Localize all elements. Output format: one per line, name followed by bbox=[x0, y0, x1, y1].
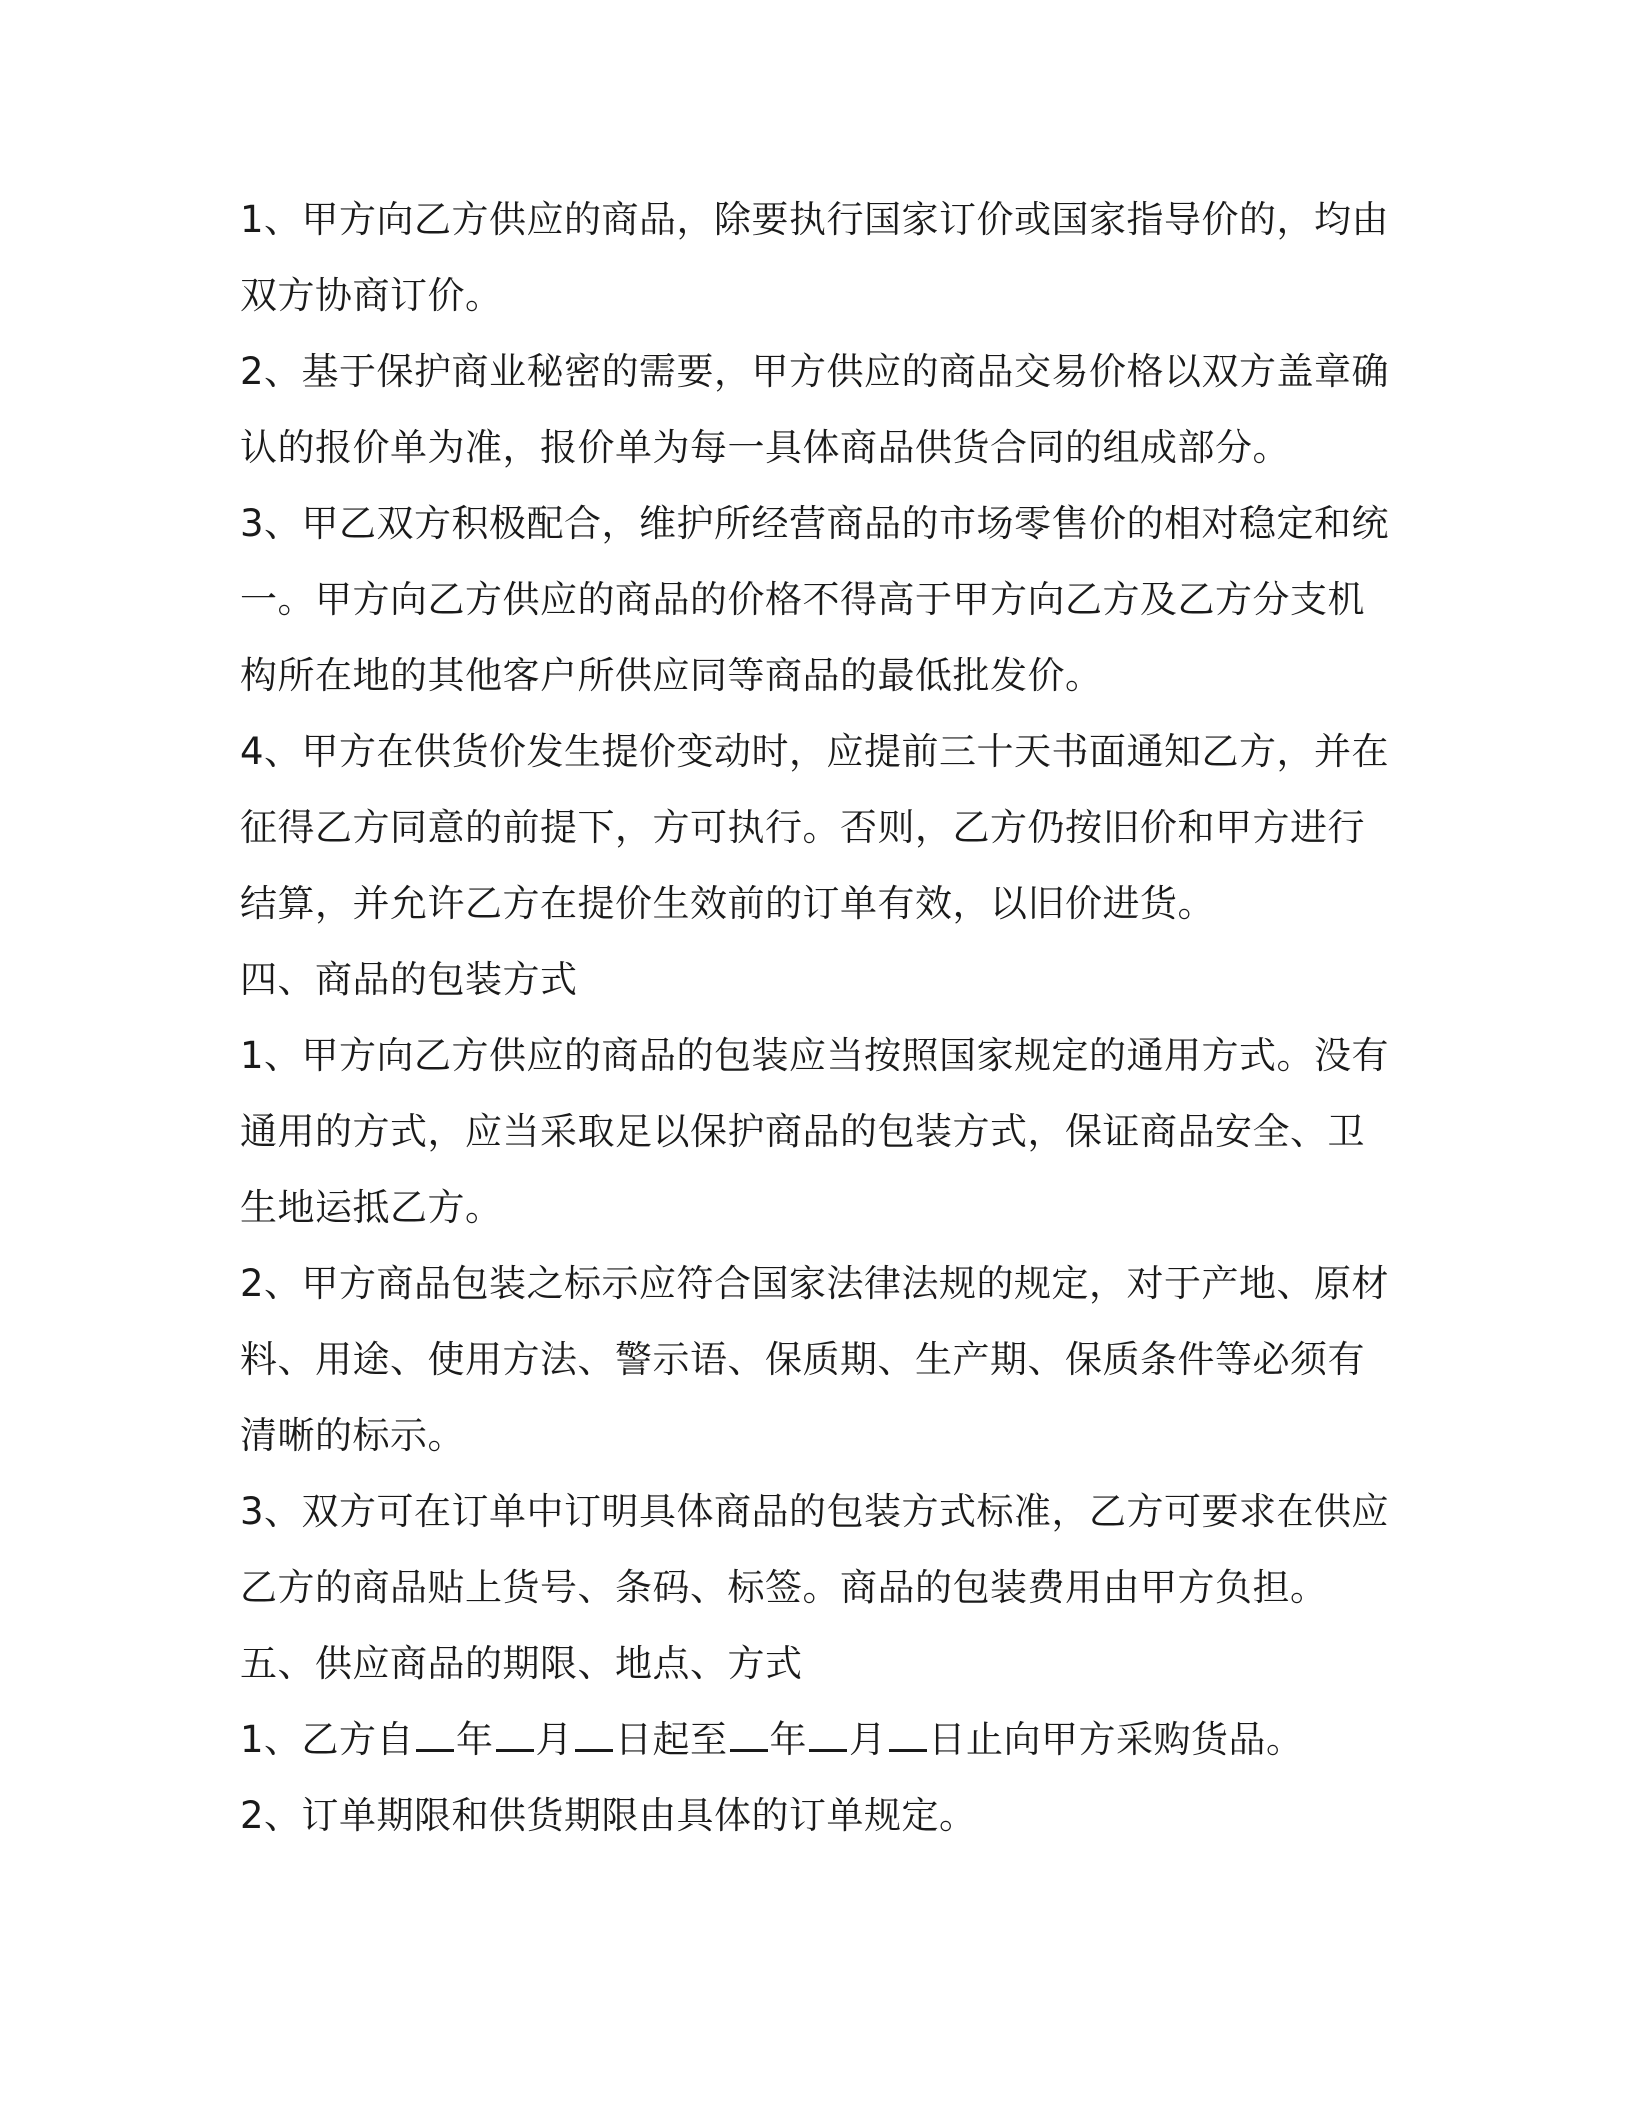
text-line: 一。甲方向乙方供应的商品的价格不得高于甲方向乙方及乙方分支机 bbox=[240, 578, 1365, 621]
section-heading: 四、商品的包装方式 bbox=[240, 958, 578, 1001]
year-label: 年 bbox=[769, 1718, 808, 1761]
text-line: 乙方的商品贴上货号、条码、标签。商品的包装费用由甲方负担。 bbox=[240, 1566, 1328, 1609]
text-line: 1、甲方向乙方供应的商品，除要执行国家订价或国家指导价的，均由 bbox=[240, 198, 1390, 241]
year-label: 年 bbox=[456, 1718, 494, 1761]
blank-field bbox=[416, 1719, 454, 1752]
purchase-period-line bbox=[240, 1718, 1400, 1762]
text-line: 结算，并允许乙方在提价生效前的订单有效，以旧价进货。 bbox=[240, 882, 1215, 925]
purchase-period-prefix: 1、乙方自 bbox=[240, 1718, 415, 1761]
text-line: 构所在地的其他客户所供应同等商品的最低批发价。 bbox=[240, 654, 1103, 697]
month-label: 月 bbox=[849, 1718, 887, 1761]
blank-field bbox=[730, 1719, 768, 1752]
day-to-label: 日止向甲方采购货品。 bbox=[928, 1718, 1304, 1761]
section-heading: 五、供应商品的期限、地点、方式 bbox=[240, 1642, 803, 1685]
text-line: 双方协商订价。 bbox=[240, 274, 503, 317]
text-line: 通用的方式，应当采取足以保护商品的包装方式，保证商品安全、卫 bbox=[240, 1110, 1365, 1153]
blank-field bbox=[496, 1719, 534, 1752]
text-line: 2、基于保护商业秘密的需要，甲方供应的商品交易价格以双方盖章确 bbox=[240, 350, 1390, 393]
blank-field bbox=[809, 1719, 847, 1752]
text-line: 料、用途、使用方法、警示语、保质期、生产期、保质条件等必须有 bbox=[240, 1338, 1365, 1381]
text-line: 3、甲乙双方积极配合，维护所经营商品的市场零售价的相对稳定和统 bbox=[240, 502, 1390, 545]
month-label: 月 bbox=[535, 1718, 574, 1761]
text-line: 2、订单期限和供货期限由具体的订单规定。 bbox=[240, 1794, 977, 1837]
blank-field bbox=[889, 1719, 927, 1752]
text-line: 2、甲方商品包装之标示应符合国家法律法规的规定，对于产地、原材 bbox=[240, 1262, 1390, 1305]
text-line: 生地运抵乙方。 bbox=[240, 1186, 503, 1229]
text-line: 1、甲方向乙方供应的商品的包装应当按照国家规定的通用方式。没有 bbox=[240, 1034, 1390, 1077]
text-line: 3、双方可在订单中订明具体商品的包装方式标准，乙方可要求在供应 bbox=[240, 1490, 1390, 1533]
text-line: 清晰的标示。 bbox=[240, 1414, 465, 1457]
text-line: 认的报价单为准，报价单为每一具体商品供货合同的组成部分。 bbox=[240, 426, 1290, 469]
text-line: 4、甲方在供货价发生提价变动时，应提前三十天书面通知乙方，并在 bbox=[240, 730, 1390, 773]
day-from-label: 日起至 bbox=[615, 1718, 728, 1761]
text-line: 征得乙方同意的前提下，方可执行。否则，乙方仍按旧价和甲方进行 bbox=[240, 806, 1365, 849]
blank-field bbox=[575, 1719, 613, 1752]
